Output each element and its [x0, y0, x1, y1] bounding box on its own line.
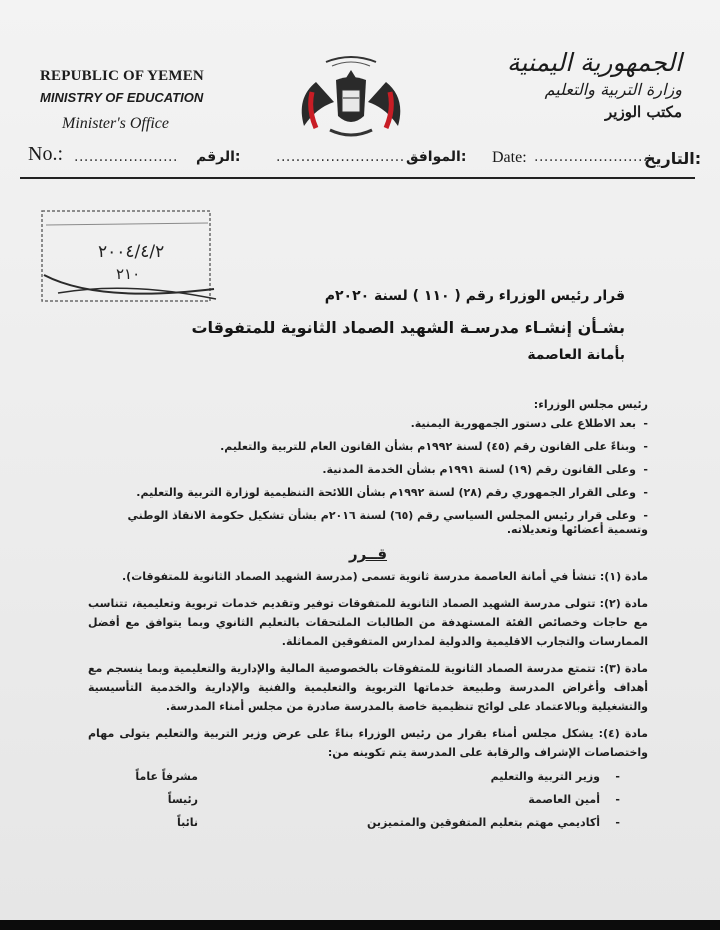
member-row: - أمين العاصمة رئيساً [167, 793, 620, 806]
list-item: -وعلى قرار رئيس المجلس السياسي رقم (٦٥) لسنة ٢٠١٦م بشأن تشكيل حكومة الانقاذ الوطني وتسمية أعضائها وتعديلاته. [127, 509, 648, 536]
stamp-date: ٢٠٠٤/٤/٢ [98, 242, 165, 262]
member-name: وزير التربية والتعليم [490, 770, 600, 783]
no-dots: ..................... [74, 149, 178, 165]
tarikh-label: التاريخ: [644, 149, 702, 168]
date-label: Date: [492, 149, 527, 166]
list-item: -وعلى القانون رقم (١٩) لسنة ١٩٩١م بشأن الخدمة المدنية. [322, 463, 648, 476]
muwafiq-dots: .......................... [276, 149, 405, 165]
ar-office: مكتب الوزير [605, 103, 682, 121]
english-letterhead [40, 68, 250, 133]
body-intro: رئيس مجلس الوزراء: [533, 398, 648, 411]
member-role: رئيساً [167, 793, 198, 806]
decided-heading: قــرر [348, 545, 388, 563]
article-2: مادة (٢): تتولى مدرسة الشهيد الصماد الثانوية للمتفوقات توفير وتقديم خدمات تربوية وتعليمية، تتناسب مع حاجات وخصائص الفئة المستهدفة من الطالبات الملتحقات بالتعليم الثانوي وبما يتوافق مع أفضل الممارسات والتجارب الاقليمية والدولية لمدارس المتفوقين المماثلة. [88, 597, 648, 648]
decision-title [125, 288, 625, 363]
muwafiq-label: الموافق: [406, 149, 467, 165]
recitals-list [88, 417, 648, 537]
arabic-letterhead [462, 48, 682, 121]
ar-ministry: وزارة التربية والتعليم [544, 80, 682, 99]
date-dots: ........................ [534, 149, 653, 165]
yemen-eagle-emblem-icon [286, 48, 416, 148]
title-line-2: بشـأن إنشـاء مدرسـة الشهيد الصماد الثانوية للمتفوقات [191, 318, 625, 337]
ar-country: الجمهورية اليمنية [506, 48, 682, 77]
article-4: مادة (٤): يشكل مجلس أمناء بقرار من رئيس الوزراء بناءً على عرض وزير التربية والتعليم يتولى مهام واختصاصات الإشراف والرقابة على المدرسة يتم تكوينه من: [88, 727, 648, 759]
no-label: No.: [28, 143, 63, 165]
bottom-edge-bar [0, 920, 720, 930]
board-members [88, 770, 648, 839]
list-item: -بعد الاطلاع على دستور الجمهورية اليمنية. [410, 417, 648, 430]
stamp-number: ٢١٠ [116, 265, 141, 283]
title-line-3: بأمانة العاصمة [527, 347, 625, 363]
member-role: نائباً [176, 816, 198, 829]
member-name: أكاديمي مهتم بتعليم المتفوقين والمتميزين [366, 816, 600, 829]
list-item: -وعلى القرار الجمهوري رقم (٢٨) لسنة ١٩٩٢م بشأن اللائحة التنظيمية لوزارة التربية والتعليم. [136, 486, 648, 499]
en-country: REPUBLIC OF YEMEN [40, 68, 204, 84]
article-1: مادة (١): تنشأ في أمانة العاصمة مدرسة ثانوية تسمى (مدرسة الشهيد الصماد الثانوية للمتفوقات). [122, 570, 648, 583]
member-row: - وزير التربية والتعليم مشرفاً عاماً [135, 770, 620, 783]
member-role: مشرفاً عاماً [135, 770, 198, 783]
header-divider [20, 177, 695, 179]
decision-body [88, 398, 648, 839]
title-line-1: قرار رئيس الوزراء رقم ( ١١٠ ) لسنة ٢٠٢٠م [324, 288, 625, 304]
en-office: Minister's Office [62, 115, 169, 132]
en-ministry: MINISTRY OF EDUCATION [40, 90, 204, 105]
member-row: - أكاديمي مهتم بتعليم المتفوقين والمتميزين نائباً [176, 816, 620, 829]
list-item: -وبناءً على القانون رقم (٤٥) لسنة ١٩٩٢م بشأن القانون العام للتربية والتعليم. [220, 440, 648, 453]
article-3: مادة (٣): تتمتع مدرسة الصماد الثانوية للمتفوقات بالخصوصية المالية والإدارية والتعليمية وبما ينسجم مع أهداف وأغراض المدرسة وطبيعة خدماتها التربوية والتعليمية والفنية والإدارية والخدمية التأسيسية والتشغيلية وبالاعتماد على لوائح تنظيمية خاصة بالمدرسة صادرة من مجلس أمناء المدرسة. [88, 662, 648, 713]
member-name: أمين العاصمة [528, 793, 600, 806]
raqm-label: الرقم: [196, 149, 241, 165]
